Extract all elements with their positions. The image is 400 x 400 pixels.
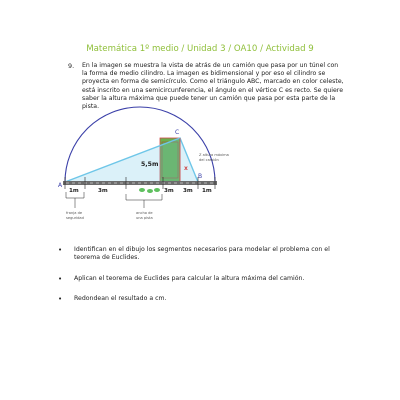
task-text: Redondean el resultado a cm. [74,295,167,303]
triangle-abc [65,138,198,182]
problem-number: 9. [68,62,75,70]
point-c-label: C [175,129,180,136]
tunnel-figure [58,120,229,240]
task-text: Aplican el teorema de Euclides para calcular la altura máxima del camión. [74,274,305,282]
task-text: Identifican en el dibujo los segmentos necesarios para modelar el problema con el teorema de Euclides. [74,246,330,262]
list-item [58,275,358,283]
point-a-label: A [58,182,63,189]
problem-statement: En la imagen se muestra la vista de atrás de un camión que pasa por un túnel con la forma de medio cilindro. La imagen es bidimensional y por eso el cilindro se proyecta en forma de semicírculo. Como el triángulo ABC, marcado en color celeste, está inscrito en una semicircunferencia, el ángulo en el vértice C es recto. Se quiere saber la altura máxima que puede tener un camión que pasa por esta parte de la pista. [82,62,344,111]
list-item [58,246,358,263]
safety-note: franja de seguridad [66,211,84,220]
max-height-note: Z altura máxima del camión [199,153,229,162]
bullet-marker: • [58,246,63,254]
segment-2-label: 3m [98,188,108,194]
point-b-label: B [198,173,203,180]
page-title: Matemática 1º medio / Unidad 3 / OA10 / Actividad 9 [86,44,314,54]
segment-1-label: 1m [69,188,79,194]
lane-note: ancho de una pista [136,211,153,220]
bullet-marker: • [58,274,63,283]
hypotenuse-label: 5,5m [141,161,159,168]
segment-3-label: 3m [164,188,174,194]
segment-4-label: 3m [183,188,193,194]
list-item [58,295,358,303]
task-list [58,246,358,316]
height-x-label: x [184,165,188,172]
bullet-marker: • [58,295,63,304]
segment-5-label: 1m [202,188,212,194]
ground-marks [139,188,160,193]
lane-bracket [126,194,162,200]
